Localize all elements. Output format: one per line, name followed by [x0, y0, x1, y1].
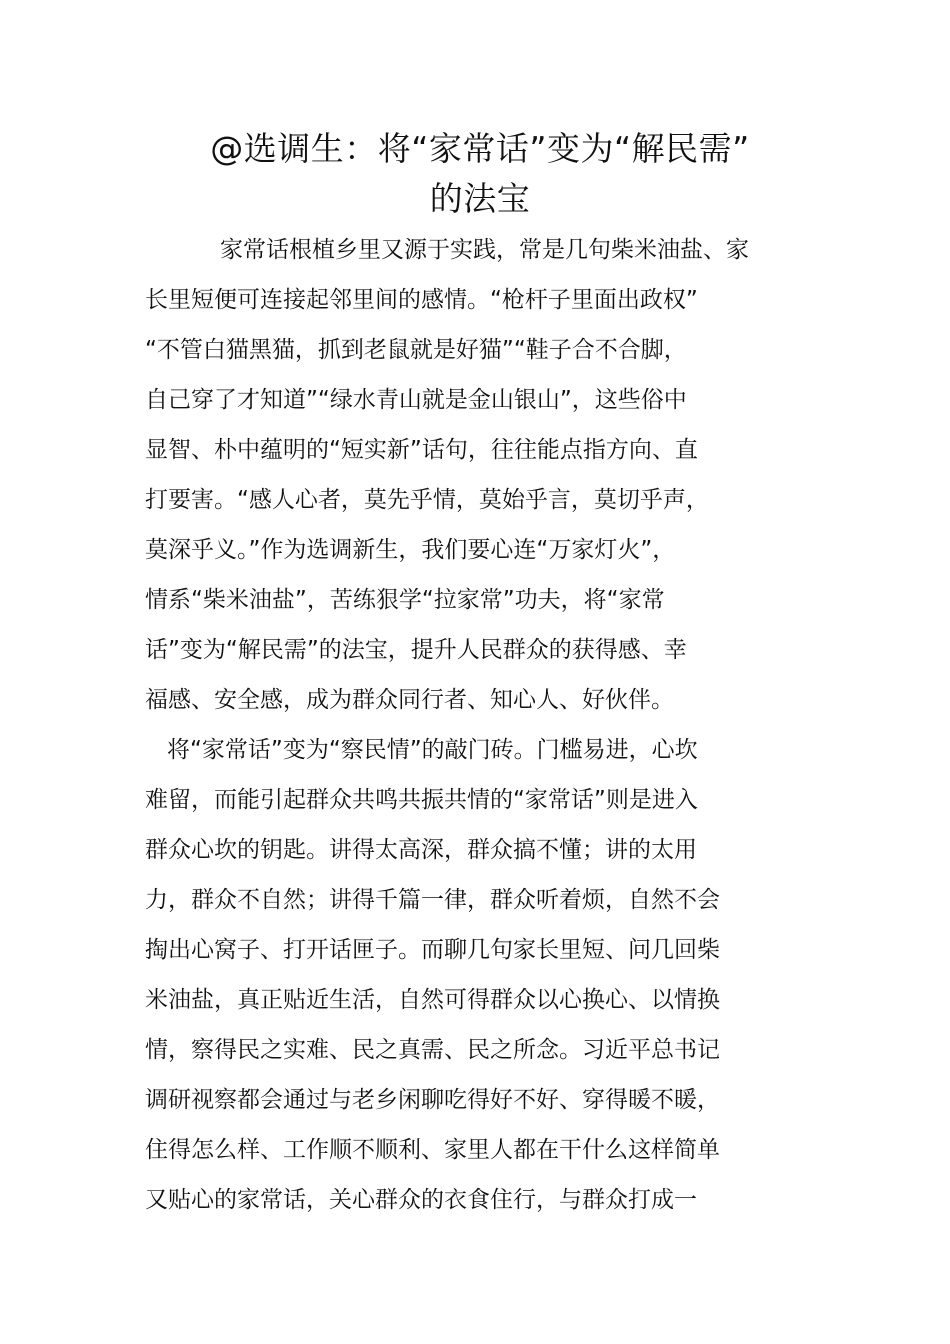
paragraph-1-line-3: “不管白猫黑猫，抓到老鼠就是好猫”“鞋子合不合脚，: [145, 337, 687, 363]
paragraph-1-line-1: 家常话根植乡里又源于实践，常是几句柴米油盐、家: [220, 237, 749, 263]
paragraph-2-line-9: 住得怎么样、工作顺不顺利、家里人都在干什么这样简单: [145, 1137, 720, 1163]
paragraph-2-line-10: 又贴心的家常话，关心群众的衣食住行，与群众打成一: [145, 1187, 697, 1213]
paragraph-1-line-7: 莫深乎义。”作为选调新生，我们要心连“万家灯火”，: [145, 537, 676, 563]
paragraph-2-line-4: 力，群众不自然；讲得千篇一律，群众听着烦，自然不会: [145, 887, 720, 913]
paragraph-1-line-8: 情系“柴米油盐”，苦练狠学“拉家常”功夫，将“家常: [145, 587, 665, 613]
paragraph-1-line-6: 打要害。“感人心者，莫先乎情，莫始乎言，莫切乎声，: [145, 487, 709, 513]
paragraph-2-line-2: 难留，而能引起群众共鸣共振共情的“家常话”则是进入: [145, 787, 698, 813]
paragraph-2-line-3: 群众心坎的钥匙。讲得太高深，群众搞不懂；讲的太用: [145, 837, 697, 863]
paragraph-2-line-5: 掏出心窝子、打开话匣子。而聊几句家长里短、问几回柴: [145, 937, 720, 963]
paragraph-2-line-8: 调研视察都会通过与老乡闲聊吃得好不好、穿得暖不暖，: [145, 1087, 720, 1113]
paragraph-2-line-6: 米油盐，真正贴近生活，自然可得群众以心换心、以情换: [145, 987, 720, 1013]
document-body: [145, 225, 815, 1225]
document-title: [140, 124, 820, 224]
paragraph-1-line-10: 福感、安全感，成为群众同行者、知心人、好伙伴。: [145, 687, 674, 713]
paragraph-2-line-1: 将“家常话”变为“察民情”的敲门砖。门槛易进，心坎: [167, 737, 698, 763]
paragraph-2-line-7: 情，察得民之实难、民之真需、民之所念。习近平总书记: [145, 1037, 720, 1063]
paragraph-1-line-5: 显智、朴中蕴明的“短实新”话句，往往能点指方向、直: [145, 437, 698, 463]
paragraph-1-line-4: 自己穿了才知道”“绿水青山就是金山银山”，这些俗中: [145, 387, 687, 413]
paragraph-1-line-9: 话”变为“解民需”的法宝，提升人民群众的获得感、幸: [145, 637, 687, 663]
title-line-2: 的法宝: [429, 179, 531, 218]
title-line-1: @选调生：将“家常话”变为“解民需”: [210, 129, 750, 168]
paragraph-1-line-2: 长里短便可连接起邻里间的感情。“枪杆子里面出政权”: [145, 287, 698, 313]
